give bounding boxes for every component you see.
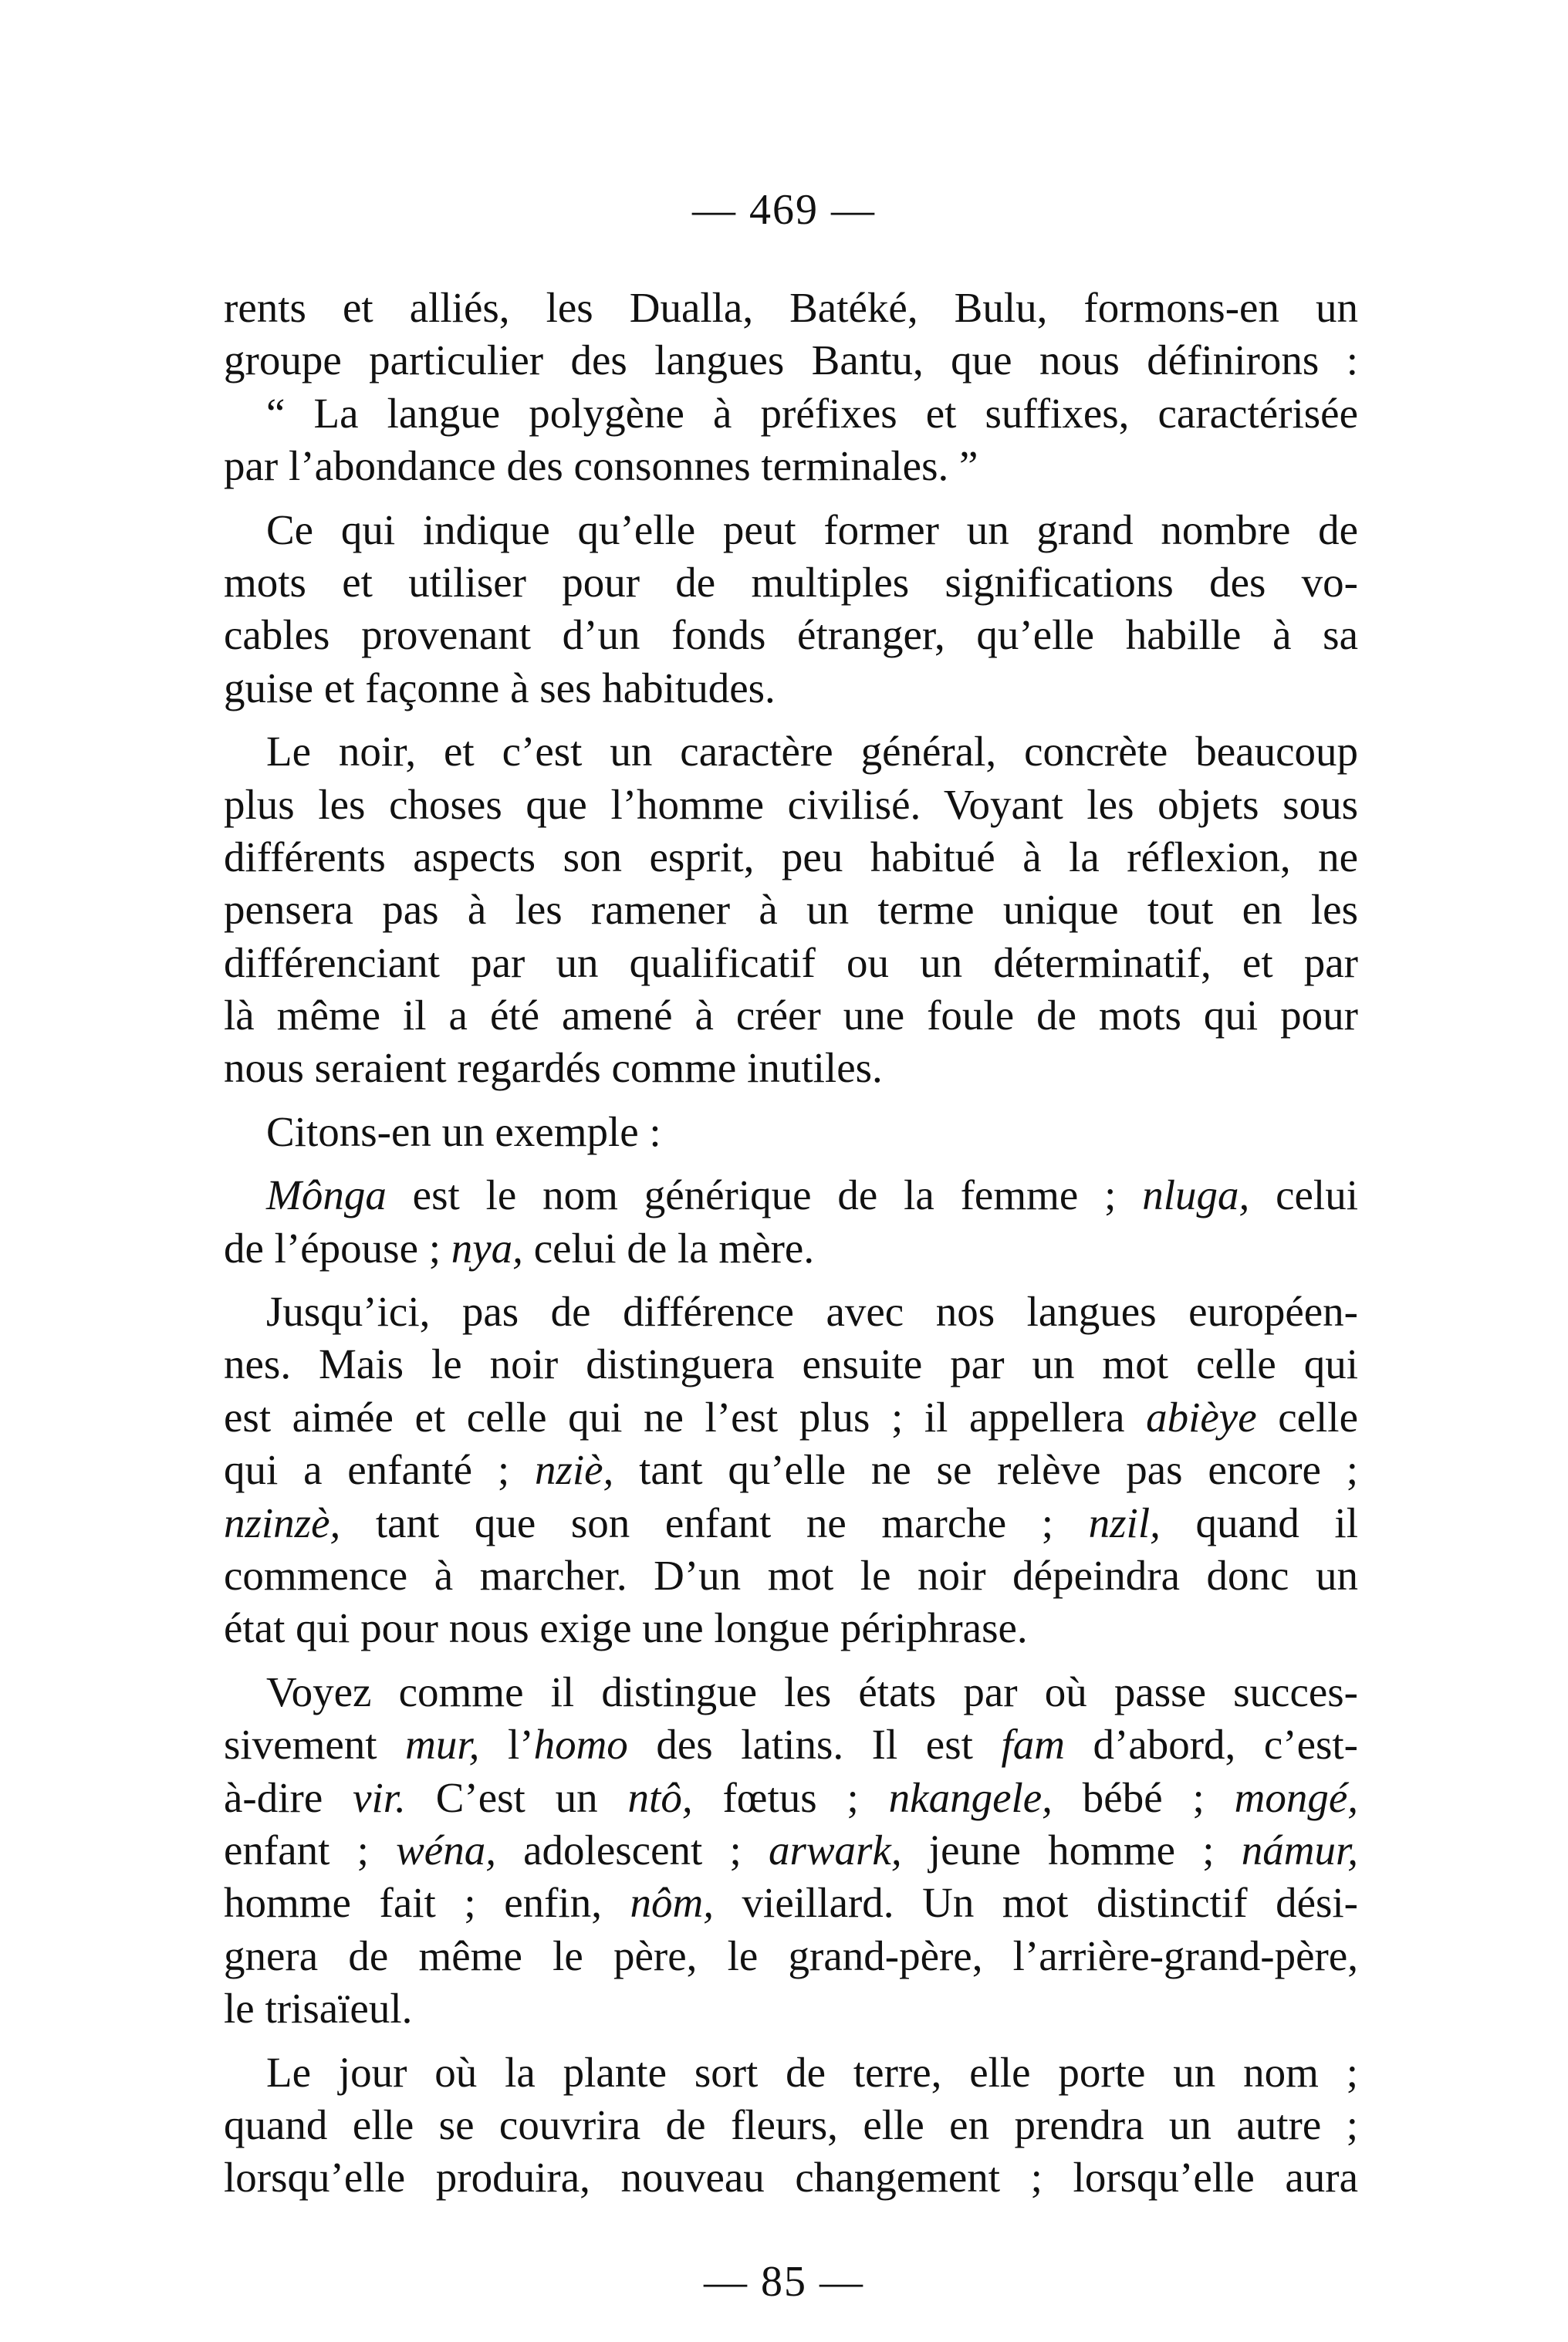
text-segment: Citons-en un exemple :: [266, 1107, 661, 1155]
text-line: [224, 989, 1358, 1042]
text-line: [224, 2046, 1358, 2099]
italic-term: nzil,: [1088, 1499, 1161, 1546]
text-line: [224, 1772, 1358, 1824]
italic-term: wéna,: [396, 1826, 496, 1874]
text-segment: Ce qui indique qu’elle peut former un grand nombre de: [266, 505, 1358, 553]
italic-term: ntô,: [627, 1773, 693, 1821]
text-segment: celui de la mère.: [522, 1224, 815, 1272]
text-line: [224, 937, 1358, 989]
text-segment: Voyez comme il distingue les états par où passe succes-: [266, 1668, 1358, 1715]
text-line: [224, 440, 1358, 492]
text-line: [224, 1391, 1358, 1444]
text-segment: le trisaïeul.: [224, 1985, 413, 2033]
italic-term: nzinzè,: [224, 1499, 341, 1546]
text-segment: par l’abondance des consonnes terminales. ”: [224, 442, 978, 490]
text-segment: d’abord, c’est-: [1064, 1721, 1358, 1769]
text-segment: cables provenant d’un fonds étranger, qu’elle habille à sa: [224, 611, 1358, 659]
text-segment: Jusqu’ici, pas de différence avec nos langues européen-: [266, 1288, 1358, 1336]
text-segment: lorsqu’elle produira, nouveau changement ; lorsqu’elle aura: [224, 2154, 1358, 2202]
italic-term: nziè,: [534, 1446, 614, 1494]
text-line: [224, 1222, 1358, 1275]
text-segment: commence à marcher. D’un mot le noir dépeindra donc un: [224, 1551, 1358, 1599]
text-segment: différents aspects son esprit, peu habitué à la réflexion, ne: [224, 833, 1358, 880]
text-line: [224, 1877, 1358, 1929]
text-line: [224, 1169, 1358, 1222]
text-segment: guise et façonne à ses habitudes.: [224, 664, 776, 711]
page-number-bottom: — 85 —: [704, 2258, 864, 2306]
text-segment: C’est un: [405, 1773, 628, 1821]
text-segment: quand il: [1160, 1499, 1358, 1546]
text-segment: homme fait ; enfin,: [224, 1879, 630, 1927]
text-segment: là même il a été amené à créer une foule de mots qui pour: [224, 992, 1358, 1039]
text-segment: quand elle se couvrira de fleurs, elle en prendra un autre ;: [224, 2100, 1358, 2148]
text-segment: gnera de même le père, le grand-père, l’arrière-grand-père,: [224, 1931, 1358, 1979]
text-line: [224, 1824, 1358, 1877]
text-segment: des latins. Il est: [627, 1721, 1002, 1769]
italic-term: mur,: [405, 1721, 480, 1769]
text-line: [224, 1444, 1358, 1496]
text-line: [224, 1930, 1358, 1982]
text-line: [224, 1550, 1358, 1602]
text-segment: celui: [1249, 1171, 1358, 1219]
text-segment: nous seraient regardés comme inutiles.: [224, 1044, 883, 1092]
italic-term: nya,: [451, 1224, 523, 1272]
text-line: [224, 1338, 1358, 1391]
text-segment: qui a enfanté ;: [224, 1446, 535, 1494]
text-segment: enfant ;: [224, 1826, 397, 1874]
text-line: [224, 725, 1358, 778]
body-text: [224, 282, 1358, 2205]
text-line: [224, 662, 1358, 715]
text-segment: de l’épouse ;: [224, 1224, 451, 1272]
text-line: [224, 1718, 1358, 1771]
text-segment: à-dire: [224, 1773, 353, 1821]
italic-term: abièye: [1146, 1393, 1257, 1441]
text-segment: est aimée et celle qui ne l’est plus ; il appellera: [224, 1393, 1147, 1441]
text-line: [224, 779, 1358, 831]
italic-term: vir.: [353, 1773, 406, 1821]
text-segment: sivement: [224, 1721, 406, 1769]
text-segment: Le noir, et c’est un caractère général, concrète beaucoup: [266, 728, 1358, 776]
text-line: [224, 282, 1358, 334]
italic-term: námur,: [1241, 1826, 1359, 1874]
text-segment: mots et utiliser pour de multiples significations des vo-: [224, 558, 1358, 606]
italic-term: Mônga: [266, 1171, 387, 1219]
italic-term: fam: [1001, 1721, 1065, 1769]
text-line: [224, 1106, 1358, 1158]
italic-term: nôm,: [630, 1879, 714, 1927]
text-line: [224, 387, 1358, 440]
text-segment: Le jour où la plante sort de terre, elle porte un nom ;: [266, 2048, 1358, 2096]
text-line: [224, 2151, 1358, 2204]
text-segment: bébé ;: [1052, 1773, 1235, 1821]
text-segment: l’: [479, 1721, 534, 1769]
text-line: [224, 504, 1358, 556]
text-line: [224, 884, 1358, 936]
text-segment: est le nom générique de la femme ;: [386, 1171, 1143, 1219]
italic-term: nkangele,: [888, 1773, 1053, 1821]
text-segment: plus les choses que l’homme civilisé. Voyant les objets sous: [224, 780, 1358, 828]
page-number-top: — 469 —: [692, 186, 876, 234]
text-segment: vieillard. Un mot distinctif dési-: [714, 1879, 1358, 1927]
text-line: [224, 1497, 1358, 1550]
text-line: [224, 609, 1358, 661]
text-line: [224, 1042, 1358, 1094]
italic-term: arwark,: [768, 1826, 902, 1874]
text-line: [224, 1982, 1358, 2035]
text-line: [224, 1602, 1358, 1654]
text-segment: pensera pas à les ramener à un terme unique tout en les: [224, 886, 1358, 934]
text-line: [224, 334, 1358, 387]
text-segment: rents et alliés, les Dualla, Batéké, Bulu, formons-en un: [224, 284, 1358, 331]
text-line: [224, 556, 1358, 609]
text-line: [224, 2099, 1358, 2151]
text-line: [224, 1286, 1358, 1338]
text-segment: jeune homme ;: [901, 1826, 1242, 1874]
text-segment: tant qu’elle ne se relève pas encore ;: [613, 1446, 1358, 1494]
italic-term: homo: [533, 1721, 628, 1769]
text-segment: adolescent ;: [495, 1826, 769, 1874]
text-segment: celle: [1256, 1393, 1358, 1441]
italic-term: mongé,: [1234, 1773, 1358, 1821]
text-line: [224, 1666, 1358, 1718]
text-segment: groupe particulier des langues Bantu, que nous définirons :: [224, 336, 1358, 384]
text-segment: état qui pour nous exige une longue périphrase.: [224, 1604, 1028, 1652]
text-segment: tant que son enfant ne marche ;: [340, 1499, 1089, 1546]
text-segment: nes. Mais le noir distinguera ensuite par un mot celle qui: [224, 1340, 1358, 1388]
text-segment: différenciant par un qualificatif ou un déterminatif, et par: [224, 938, 1358, 986]
italic-term: nluga,: [1142, 1171, 1250, 1219]
text-segment: “ La langue polygène à préfixes et suffixes, caractérisée: [266, 389, 1358, 437]
text-segment: fœtus ;: [692, 1773, 889, 1821]
text-line: [224, 831, 1358, 884]
